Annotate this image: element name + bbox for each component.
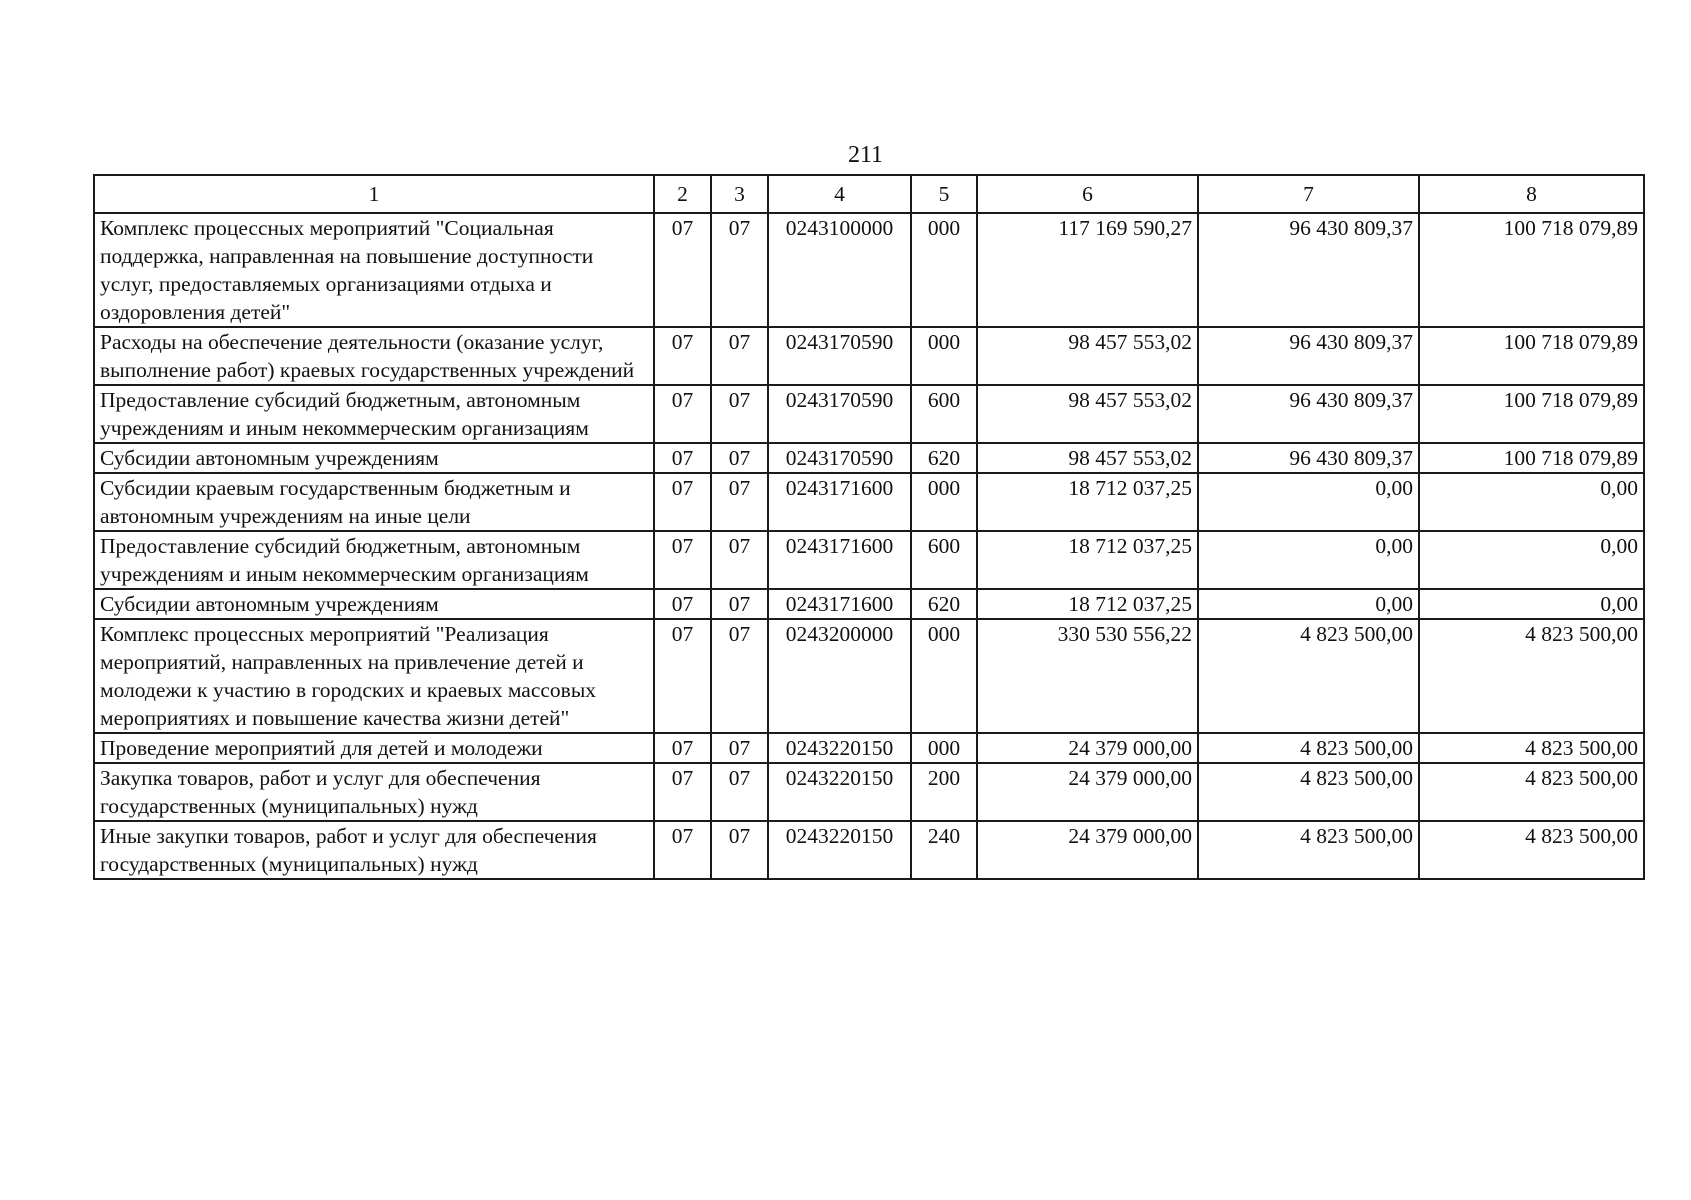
header-cell-2: 2 — [654, 175, 711, 213]
row-amount-col8: 0,00 — [1419, 473, 1644, 531]
row-amount-col6: 24 379 000,00 — [977, 763, 1198, 821]
row-amount-col7: 96 430 809,37 — [1198, 443, 1419, 473]
row-amount-col6: 98 457 553,02 — [977, 443, 1198, 473]
row-subsection: 07 — [711, 733, 768, 763]
row-amount-col6: 24 379 000,00 — [977, 821, 1198, 879]
row-amount-col6: 117 169 590,27 — [977, 213, 1198, 327]
row-subsection: 07 — [711, 821, 768, 879]
table-row — [94, 733, 1644, 763]
row-name: Иные закупки товаров, работ и услуг для обеспечения государственных (муниципальных) нужд — [94, 821, 654, 879]
row-name: Закупка товаров, работ и услуг для обеспечения государственных (муниципальных) нужд — [94, 763, 654, 821]
row-amount-col7: 4 823 500,00 — [1198, 619, 1419, 733]
row-expense-type: 000 — [911, 327, 977, 385]
row-expense-type: 620 — [911, 589, 977, 619]
row-target-article: 0243170590 — [768, 385, 911, 443]
row-target-article: 0243220150 — [768, 821, 911, 879]
row-amount-col6: 18 712 037,25 — [977, 473, 1198, 531]
row-amount-col8: 0,00 — [1419, 589, 1644, 619]
row-section: 07 — [654, 733, 711, 763]
row-amount-col6: 18 712 037,25 — [977, 531, 1198, 589]
row-amount-col7: 0,00 — [1198, 589, 1419, 619]
table-row — [94, 213, 1644, 327]
row-target-article: 0243200000 — [768, 619, 911, 733]
row-target-article: 0243220150 — [768, 733, 911, 763]
row-target-article: 0243220150 — [768, 763, 911, 821]
row-amount-col8: 4 823 500,00 — [1419, 763, 1644, 821]
row-expense-type: 000 — [911, 473, 977, 531]
row-amount-col7: 0,00 — [1198, 473, 1419, 531]
budget-table — [93, 174, 1645, 880]
row-subsection: 07 — [711, 763, 768, 821]
row-name: Субсидии автономным учреждениям — [94, 443, 654, 473]
row-target-article: 0243171600 — [768, 589, 911, 619]
row-subsection: 07 — [711, 589, 768, 619]
header-cell-8: 8 — [1419, 175, 1644, 213]
header-cell-7: 7 — [1198, 175, 1419, 213]
table-row — [94, 327, 1644, 385]
table-row — [94, 763, 1644, 821]
table-row — [94, 473, 1644, 531]
row-target-article: 0243100000 — [768, 213, 911, 327]
row-amount-col8: 100 718 079,89 — [1419, 385, 1644, 443]
row-target-article: 0243171600 — [768, 531, 911, 589]
header-cell-6: 6 — [977, 175, 1198, 213]
row-amount-col8: 100 718 079,89 — [1419, 213, 1644, 327]
row-expense-type: 620 — [911, 443, 977, 473]
row-expense-type: 200 — [911, 763, 977, 821]
row-subsection: 07 — [711, 213, 768, 327]
row-expense-type: 000 — [911, 213, 977, 327]
row-expense-type: 000 — [911, 733, 977, 763]
row-amount-col8: 4 823 500,00 — [1419, 619, 1644, 733]
row-subsection: 07 — [711, 531, 768, 589]
row-amount-col7: 0,00 — [1198, 531, 1419, 589]
row-name: Комплекс процессных мероприятий "Реализация мероприятий, направленных на привлечение детей и молодежи к участию в городских и краевых массовых мероприятиях и повышение качества жизни детей" — [94, 619, 654, 733]
row-section: 07 — [654, 385, 711, 443]
row-section: 07 — [654, 443, 711, 473]
row-amount-col6: 98 457 553,02 — [977, 385, 1198, 443]
page-number: 211 — [847, 142, 884, 168]
row-section: 07 — [654, 763, 711, 821]
row-name: Субсидии краевым государственным бюджетным и автономным учреждениям на иные цели — [94, 473, 654, 531]
row-target-article: 0243171600 — [768, 473, 911, 531]
table-row — [94, 443, 1644, 473]
row-expense-type: 600 — [911, 531, 977, 589]
table-row — [94, 821, 1644, 879]
table-row — [94, 531, 1644, 589]
row-section: 07 — [654, 619, 711, 733]
row-amount-col6: 18 712 037,25 — [977, 589, 1198, 619]
row-section: 07 — [654, 589, 711, 619]
row-amount-col6: 330 530 556,22 — [977, 619, 1198, 733]
row-amount-col7: 4 823 500,00 — [1198, 763, 1419, 821]
row-section: 07 — [654, 473, 711, 531]
header-cell-1: 1 — [94, 175, 654, 213]
row-amount-col7: 96 430 809,37 — [1198, 385, 1419, 443]
row-target-article: 0243170590 — [768, 327, 911, 385]
row-expense-type: 240 — [911, 821, 977, 879]
row-amount-col8: 100 718 079,89 — [1419, 327, 1644, 385]
row-amount-col7: 4 823 500,00 — [1198, 821, 1419, 879]
header-cell-5: 5 — [911, 175, 977, 213]
row-amount-col7: 96 430 809,37 — [1198, 213, 1419, 327]
row-section: 07 — [654, 821, 711, 879]
row-name: Проведение мероприятий для детей и молодежи — [94, 733, 654, 763]
row-section: 07 — [654, 531, 711, 589]
row-amount-col7: 96 430 809,37 — [1198, 327, 1419, 385]
row-section: 07 — [654, 213, 711, 327]
table-row — [94, 619, 1644, 733]
row-amount-col8: 4 823 500,00 — [1419, 733, 1644, 763]
row-amount-col8: 0,00 — [1419, 531, 1644, 589]
row-section: 07 — [654, 327, 711, 385]
row-target-article: 0243170590 — [768, 443, 911, 473]
header-cell-3: 3 — [711, 175, 768, 213]
row-amount-col6: 98 457 553,02 — [977, 327, 1198, 385]
header-cell-4: 4 — [768, 175, 911, 213]
row-amount-col8: 100 718 079,89 — [1419, 443, 1644, 473]
row-expense-type: 000 — [911, 619, 977, 733]
row-subsection: 07 — [711, 443, 768, 473]
row-subsection: 07 — [711, 327, 768, 385]
row-amount-col7: 4 823 500,00 — [1198, 733, 1419, 763]
row-name: Предоставление субсидий бюджетным, автономным учреждениям и иным некоммерческим организациям — [94, 385, 654, 443]
table-row — [94, 385, 1644, 443]
row-name: Предоставление субсидий бюджетным, автономным учреждениям и иным некоммерческим организациям — [94, 531, 654, 589]
row-amount-col8: 4 823 500,00 — [1419, 821, 1644, 879]
row-name: Комплекс процессных мероприятий "Социальная поддержка, направленная на повышение доступности услуг, предоставляемых организациями отдыха и оздоровления детей" — [94, 213, 654, 327]
header-row — [94, 175, 1644, 213]
row-expense-type: 600 — [911, 385, 977, 443]
row-subsection: 07 — [711, 473, 768, 531]
row-name: Расходы на обеспечение деятельности (оказание услуг, выполнение работ) краевых государственных учреждений — [94, 327, 654, 385]
row-subsection: 07 — [711, 619, 768, 733]
table-row — [94, 589, 1644, 619]
row-subsection: 07 — [711, 385, 768, 443]
row-name: Субсидии автономным учреждениям — [94, 589, 654, 619]
row-amount-col6: 24 379 000,00 — [977, 733, 1198, 763]
